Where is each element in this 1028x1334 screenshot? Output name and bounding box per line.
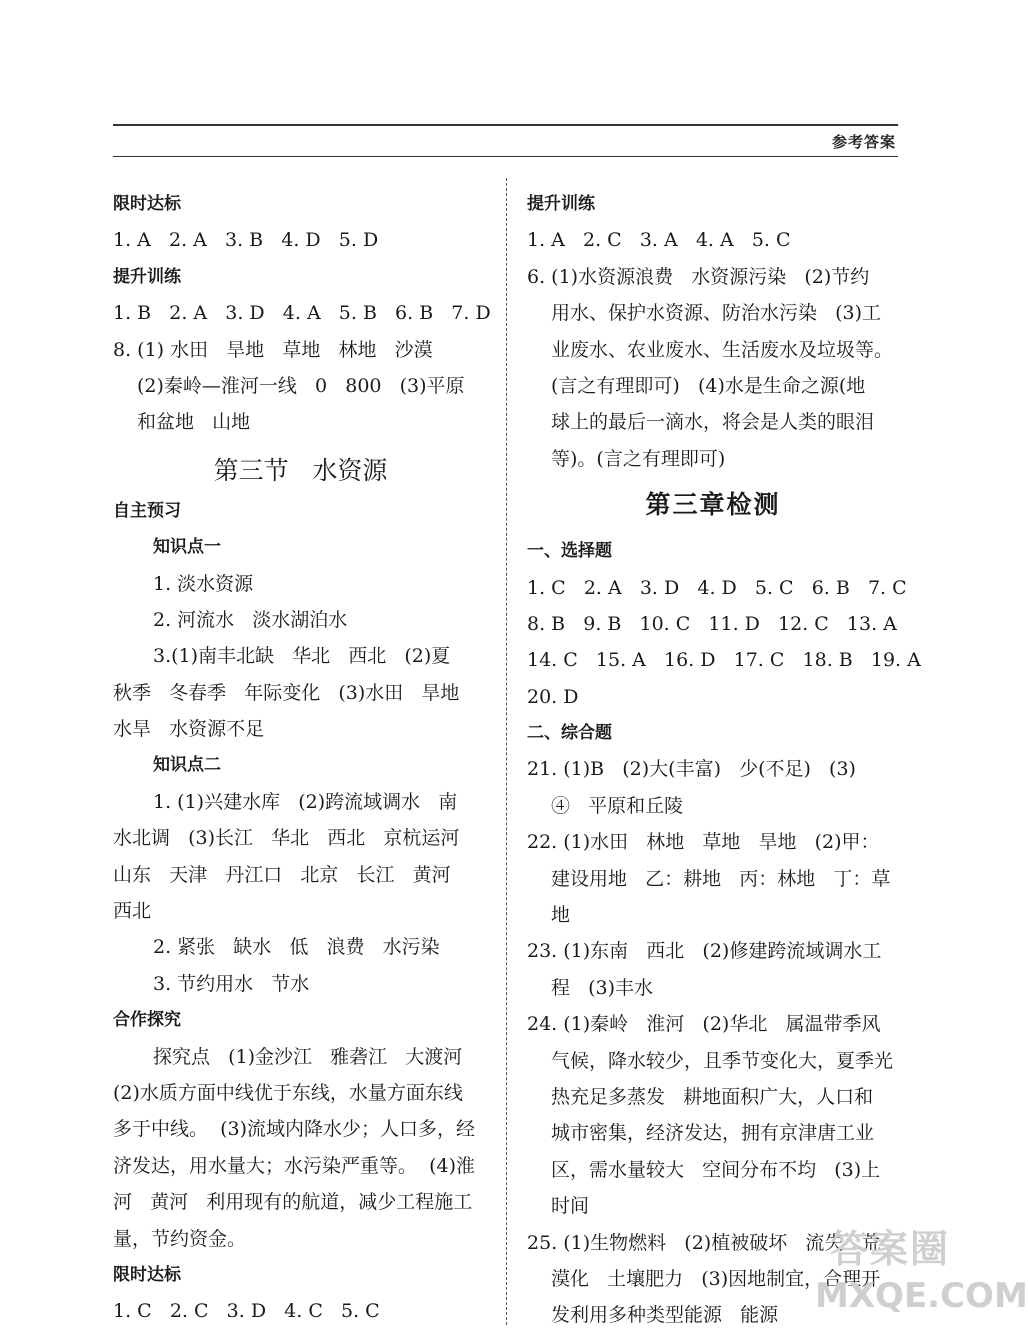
header-rule-bottom	[113, 156, 898, 157]
left-line: 知识点二	[153, 755, 221, 776]
header-label: 参考答案	[831, 133, 896, 151]
left-line: 河 黄河 利用现有的航道，减少工程施工	[113, 1191, 473, 1214]
right-line: 21. (1)B (2)大(丰富) 少(不足) (3)	[527, 758, 856, 781]
watermark-logo	[790, 1218, 1028, 1325]
left-line: 1. B 2. A 3. D 4. A 5. B 6. B 7. D	[113, 302, 491, 325]
right-line: 23. (1)东南 西北 (2)修建跨流域调水工	[527, 940, 882, 963]
left-column	[113, 186, 491, 1330]
left-line: 济发达，用水量大；水污染严重等。 (4)淮	[113, 1154, 475, 1177]
right-line: 等)。(言之有理即可)	[551, 447, 726, 470]
left-line: 和盆地 山地	[137, 411, 251, 434]
column-divider	[506, 178, 507, 1325]
left-line: 限时达标	[113, 194, 181, 214]
left-line: 2. 紧张 缺水 低 浪费 水污染	[153, 936, 440, 959]
left-line: 秋季 冬春季 年际变化 (3)水田 旱地	[113, 681, 460, 704]
right-line: 一、选择题	[527, 541, 612, 562]
right-line: 22. (1)水田 林地 草地 旱地 (2)甲：	[527, 831, 880, 854]
right-line: 气候，降水较少，且季节变化大，夏季光	[551, 1049, 894, 1072]
left-line: 限时达标	[113, 1264, 181, 1285]
left-line: 水北调 (3)长江 华北 西北 京杭运河	[113, 827, 460, 850]
left-line: 2. 河流水 淡水湖泊水	[153, 608, 348, 631]
right-line: 提升训练	[527, 194, 595, 214]
right-line: 程 (3)丰水	[551, 976, 654, 999]
right-line: 城市密集，经济发达，拥有京津唐工业	[551, 1122, 875, 1145]
right-line: 8. B 9. B 10. C 11. D 12. C 13. A	[527, 612, 897, 635]
left-line: 3.(1)南丰北缺 华北 西北 (2)夏	[153, 645, 451, 668]
left-line: 1. (1)兴建水库 (2)跨流域调水 南	[153, 790, 458, 813]
left-line: 合作探究	[113, 1010, 181, 1031]
right-line: 建设用地 乙：耕地 丙：林地 丁：草	[551, 867, 891, 890]
right-line: 时间	[551, 1195, 590, 1218]
right-line: 24. (1)秦岭 淮河 (2)华北 属温带季风	[527, 1013, 881, 1036]
watermark-text-bottom: MXQE.COM	[815, 1276, 1028, 1316]
right-line: 20. D	[527, 685, 579, 708]
right-line: 漠化 土壤肥力 (3)因地制宜，合理开	[551, 1267, 881, 1290]
right-line: ④ 平原和丘陵	[551, 794, 684, 817]
left-line: 3. 节约用水 节水	[153, 972, 310, 995]
left-line: (2)秦岭—淮河一线 0 800 (3)平原	[137, 374, 465, 397]
left-line: 8. (1) 水田 旱地 草地 林地 沙漠	[113, 338, 433, 361]
right-line: 区，需水量较大 空间分布不均 (3)上	[551, 1158, 881, 1181]
left-line: 知识点一	[153, 537, 221, 558]
left-line: 1. 淡水资源	[153, 572, 254, 595]
right-line: 1. A 2. C 3. A 4. A 5. C	[527, 229, 791, 252]
right-line: 14. C 15. A 16. D 17. C 18. B 19. A	[527, 649, 921, 672]
left-line: 提升训练	[113, 266, 181, 287]
left-line: 自主预习	[113, 500, 181, 521]
right-line: 25. (1)生物燃料 (2)植被破坏 流失 荒	[527, 1231, 881, 1254]
right-line: 热充足多蒸发 耕地面积广大，人口和	[551, 1085, 874, 1108]
right-line: (言之有理即可) (4)水是生命之源(地	[551, 374, 866, 397]
right-line: 地	[551, 904, 571, 927]
left-line: 1. C 2. C 3. D 4. C 5. C	[113, 1300, 380, 1323]
left-line: 1. A 2. A 3. B 4. D 5. D	[113, 229, 379, 252]
right-line: 1. C 2. A 3. D 4. D 5. C 6. B 7. C	[527, 576, 907, 599]
right-line: 用水、保护水资源、防治水污染 (3)工	[551, 302, 882, 325]
left-line: 多于中线。 (3)流域内降水少；人口多，经	[113, 1118, 475, 1141]
watermark-text-top: 答案圈	[830, 1227, 951, 1271]
right-line: 球上的最后一滴水，将会是人类的眼泪	[551, 411, 875, 434]
right-line: 发利用多种类型能源 能源	[551, 1304, 779, 1327]
left-line: 山东 天津 丹江口 北京 长江 黄河	[113, 863, 451, 886]
header-rule-top	[113, 124, 898, 126]
right-line: 业废水、农业废水、生活废水及垃圾等。	[551, 338, 894, 361]
right-line: 第三章检测	[645, 490, 781, 520]
left-line: 西北	[113, 900, 152, 923]
right-line: 6. (1)水资源浪费 水资源污染 (2)节约	[527, 265, 870, 288]
left-line: 水旱 水资源不足	[113, 718, 265, 741]
right-column	[527, 186, 921, 1334]
left-line: 第三节 水资源	[213, 455, 388, 485]
right-line: 二、综合题	[527, 723, 612, 744]
left-line: 探究点 (1)金沙江 雅砻江 大渡河	[153, 1045, 463, 1068]
left-line: 量，节约资金。	[113, 1227, 247, 1250]
left-line: (2)水质方面中线优于东线，水量方面东线	[113, 1081, 463, 1104]
